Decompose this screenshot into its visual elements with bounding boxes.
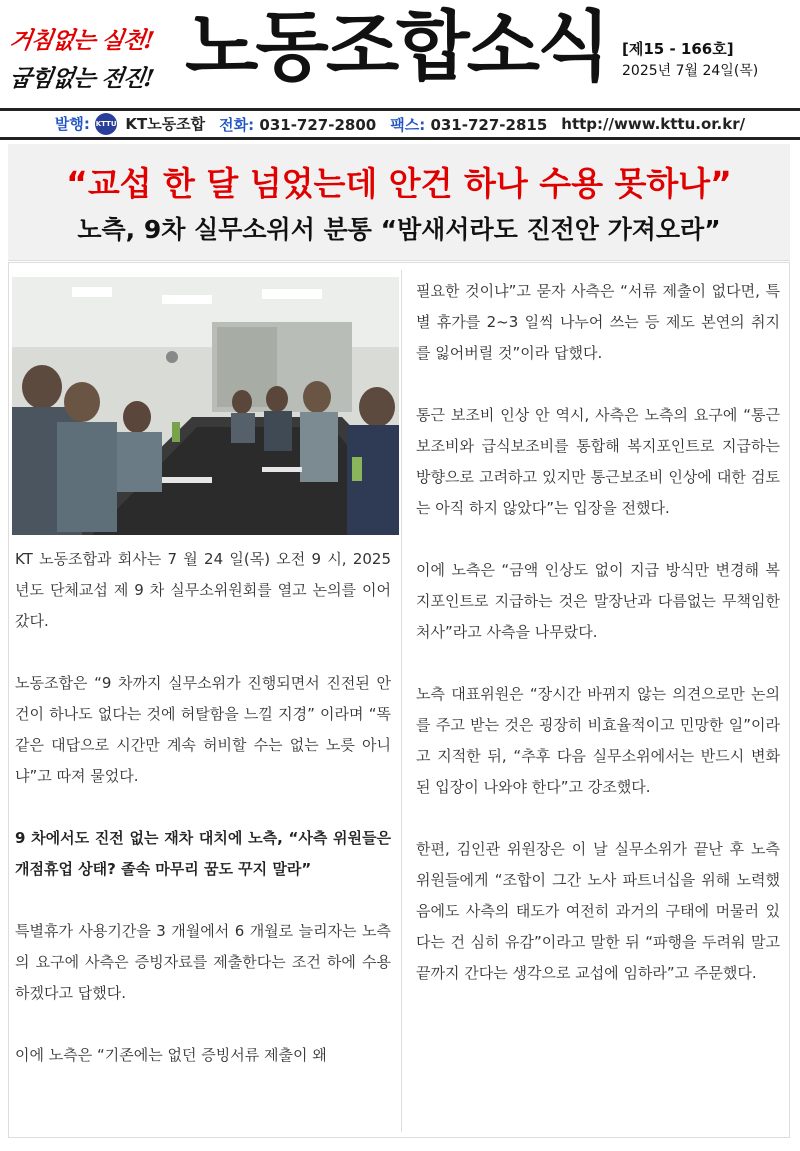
slogan-line-2: 굽힘없는 전진! xyxy=(7,65,156,92)
article-right-column xyxy=(416,276,780,1020)
phone-label: 전화: xyxy=(219,115,255,134)
article-paragraph: 이에 노측은 “기존에는 없던 증빙서류 제출이 왜 xyxy=(15,1046,327,1064)
contact-bar xyxy=(0,108,800,140)
meeting-photo xyxy=(12,277,399,535)
publisher-name: KT노동조합 xyxy=(125,114,206,133)
article-left-column xyxy=(15,544,391,1102)
column-divider xyxy=(401,270,402,1132)
issue-date: 2025년 7월 24일(목) xyxy=(622,63,759,79)
meeting-photo-illustration xyxy=(12,277,399,535)
publisher xyxy=(55,113,205,136)
fax-label: 팩스: xyxy=(390,115,426,134)
article-paragraph: 필요한 것이냐”고 묻자 사측은 “서류 제출이 없다면, 특별 휴가를 2~3 일씩 나누어 쓰는 등 제도 본연의 취지를 잃어버릴 것”이라 답했다. xyxy=(416,282,780,362)
article-paragraph: 특별휴가 사용기간을 3 개월에서 6 개월로 늘리자는 노측의 요구에 사측은 증빙자료를 제출한다는 조건 하에 수용하겠다고 답했다. xyxy=(15,922,391,1002)
phone xyxy=(219,114,376,135)
fax xyxy=(390,114,547,135)
article-paragraph: 이에 노측은 “금액 인상도 없이 지급 방식만 변경해 복지포인트로 지급하는 것은 말장난과 다름없는 무책임한 처사”라고 사측을 나무랐다. xyxy=(416,561,780,641)
article-paragraph: KT 노동조합과 회사는 7 월 24 일(목) 오전 9 시, 2025 년도 단체교섭 제 9 차 실무소위원회를 열고 논의를 이어갔다. xyxy=(15,550,391,630)
headline: “교섭 한 달 넘었는데 안건 하나 수용 못하나” xyxy=(66,164,732,203)
phone-number: 031-727-2800 xyxy=(259,115,377,134)
kt-union-logo-icon: KTTU xyxy=(95,113,117,135)
article-paragraph: 노측 대표위원은 “장시간 바뀌지 않는 의견으로만 논의를 주고 받는 것은 굉장히 비효율적이고 민망한 일”이라고 지적한 뒤, “추후 다음 실무소위에서는 반드시 변화된 입장이 나와야 한다”고 강조했다. xyxy=(416,685,780,796)
article-subheading: 9 차에서도 진전 없는 재차 대치에 노측, “사측 위원들은 개점휴업 상태? 졸속 마무리 꿈도 꾸지 말라” xyxy=(15,829,391,878)
article-paragraph: 통근 보조비 인상 안 역시, 사측은 노측의 요구에 “통근보조비와 급식보조비를 통합해 복지포인트로 지급하는 방향으로 고려하고 있지만 통근보조비 인상에 대한 검토는 아직 하지 않았다”는 입장을 전했다. xyxy=(416,406,780,517)
publisher-label: 발행: xyxy=(54,114,90,133)
slogan-line-1: 거침없는 실천! xyxy=(7,27,156,54)
issue-number: [제15 - 166호] xyxy=(622,40,734,58)
newsletter-title: 노동조합소식 xyxy=(185,2,608,91)
headline-box xyxy=(8,144,790,261)
subheadline: 노측, 9차 실무소위서 분통 “밤새서라도 진전안 가져오라” xyxy=(77,215,721,244)
fax-number: 031-727-2815 xyxy=(430,115,548,134)
article-paragraph: 노동조합은 “9 차까지 실무소위가 진행되면서 진전된 안건이 하나도 없다는 것에 허탈함을 느낄 지경” 이라며 “똑같은 대답으로 시간만 계속 허비할 수는 없는 노릇 아니냐”고 따져 물었다. xyxy=(15,674,391,785)
issue-info xyxy=(622,38,758,82)
article-paragraph: 한편, 김인관 위원장은 이 날 실무소위가 끝난 후 노측 위원들에게 “조합이 그간 노사 파트너십을 위해 노력했음에도 사측의 태도가 여전히 과거의 구태에 머물러 있다는 건 심히 유감”이라고 말한 뒤 “파행을 두려워 말고 끝까지 간다는 생각으로 교섭에 임하라”고 주문했다. xyxy=(416,840,780,982)
masthead xyxy=(0,0,800,105)
website-link[interactable]: http://www.kttu.or.kr/ xyxy=(561,115,746,133)
